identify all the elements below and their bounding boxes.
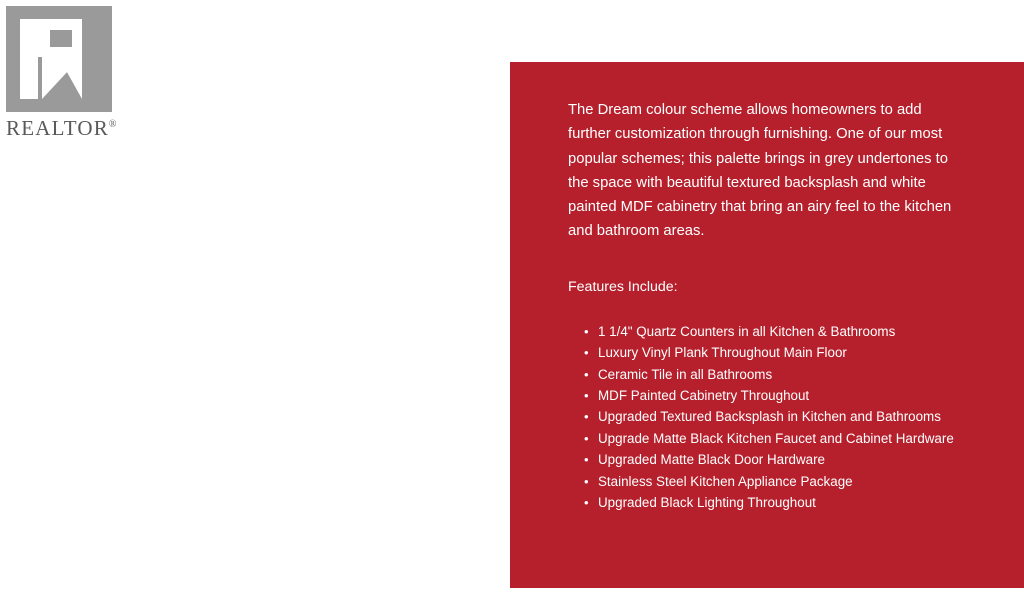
realtor-r-logo-icon — [6, 6, 112, 112]
features-panel — [510, 62, 1024, 588]
logo-shape-leg-notch — [58, 56, 82, 99]
list-item: • Upgrade Matte Black Kitchen Faucet and Cabinet Hardware — [584, 428, 976, 449]
list-item: • Upgraded Textured Backsplash in Kitchen and Bathrooms — [584, 406, 976, 427]
intro-paragraph: The Dream colour scheme allows homeowners to add further customization through furnishing. One of our most popular schemes; this palette brings in grey undertones to the space with beautiful textured backsplash and white painted MDF cabinetry that bring an airy feel to the kitchen and bathroom areas. — [568, 102, 952, 240]
registered-mark: ® — [108, 119, 118, 130]
list-item: • 1 1/4" Quartz Counters in all Kitchen & Bathrooms — [584, 321, 976, 342]
logo-shape-bar — [20, 19, 38, 99]
realtor-wordmark-text: REALTOR — [6, 116, 109, 140]
logo-shape-bowl-inner — [50, 30, 72, 47]
list-item: • MDF Painted Cabinetry Throughout — [584, 385, 976, 406]
list-item: • Upgraded Matte Black Door Hardware — [584, 449, 976, 470]
features-heading: Features Include: — [568, 278, 678, 295]
features-list — [568, 321, 976, 514]
list-item: • Luxury Vinyl Plank Throughout Main Floor — [584, 342, 976, 363]
list-item: • Ceramic Tile in all Bathrooms — [584, 364, 976, 385]
list-item: • Stainless Steel Kitchen Appliance Package — [584, 471, 976, 492]
list-item: • Upgraded Black Lighting Throughout — [584, 492, 976, 513]
realtor-logo — [6, 6, 131, 142]
realtor-wordmark — [6, 116, 118, 141]
